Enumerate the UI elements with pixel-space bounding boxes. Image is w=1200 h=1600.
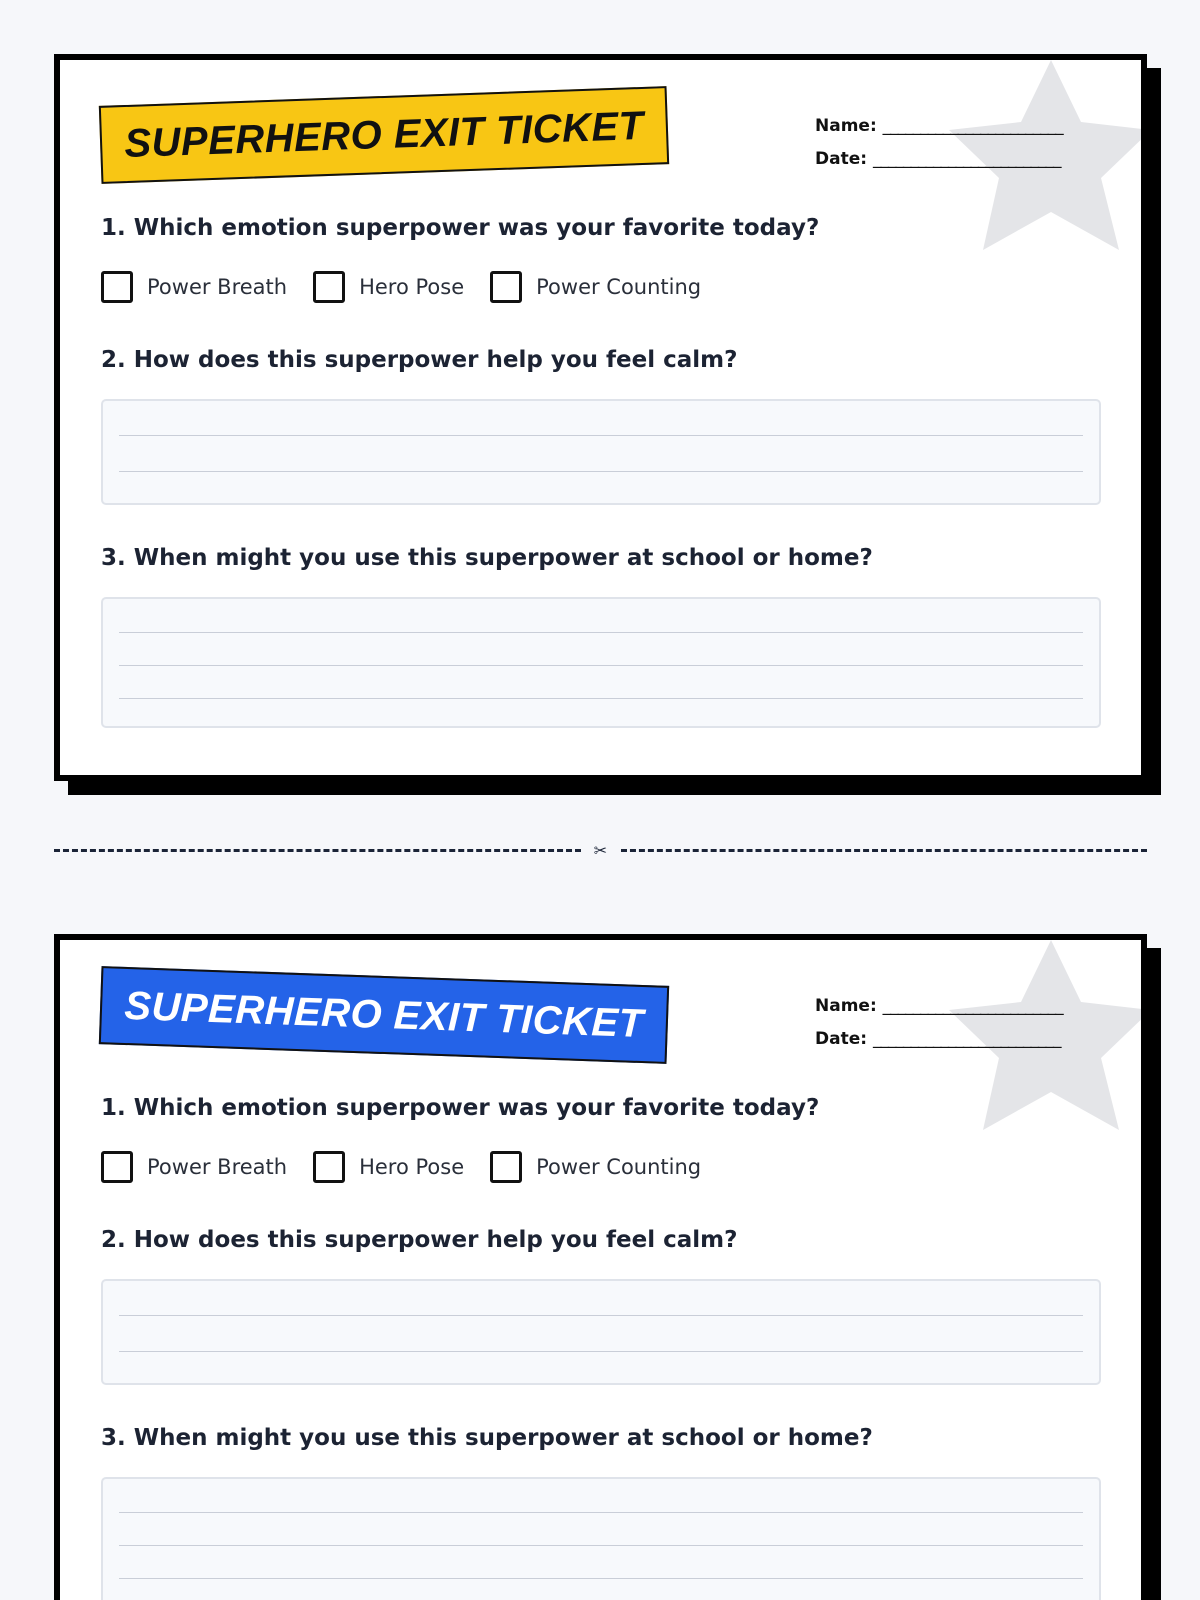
option-hero-pose[interactable] <box>313 271 464 303</box>
name-line: ________________________ <box>882 996 1063 1016</box>
writing-line <box>119 698 1083 699</box>
name-label: Name: <box>815 116 877 136</box>
title-banner <box>99 966 669 1064</box>
question-1: 1. Which emotion superpower was your favorite today? <box>101 1095 820 1121</box>
writing-line <box>119 1512 1083 1513</box>
ticket-title: SUPERHERO EXIT TICKET <box>123 983 645 1046</box>
option-hero-pose[interactable] <box>313 1151 464 1183</box>
name-line: ________________________ <box>882 116 1063 136</box>
question-1: 1. Which emotion superpower was your favorite today? <box>101 215 820 241</box>
option-power-counting[interactable] <box>490 1151 701 1183</box>
cut-line <box>54 840 1147 860</box>
scissors-icon: ✂ <box>593 840 608 860</box>
answer-box-2[interactable] <box>101 399 1101 505</box>
option-label: Hero Pose <box>359 275 465 299</box>
title-banner <box>99 86 669 184</box>
option-label: Power Breath <box>147 275 288 299</box>
writing-line <box>119 435 1083 436</box>
option-label: Power Counting <box>536 1155 702 1179</box>
writing-line <box>119 1351 1083 1352</box>
ticket-title: SUPERHERO EXIT TICKET <box>123 103 645 166</box>
option-power-counting[interactable] <box>490 271 701 303</box>
name-field[interactable] <box>815 110 1063 143</box>
date-line: _________________________ <box>872 1029 1061 1049</box>
option-power-breath[interactable] <box>101 271 287 303</box>
writing-line <box>119 1545 1083 1546</box>
options-list <box>101 271 727 303</box>
option-label: Hero Pose <box>359 1155 465 1179</box>
date-field[interactable] <box>815 1023 1063 1056</box>
checkbox[interactable] <box>313 1151 345 1183</box>
writing-line <box>119 1578 1083 1579</box>
options-list <box>101 1151 727 1183</box>
checkbox[interactable] <box>101 1151 133 1183</box>
question-3: 3. When might you use this superpower at school or home? <box>101 545 873 571</box>
checkbox[interactable] <box>490 1151 522 1183</box>
name-label: Name: <box>815 996 877 1016</box>
option-power-breath[interactable] <box>101 1151 287 1183</box>
exit-ticket-2 <box>54 934 1147 1600</box>
name-field[interactable] <box>815 990 1063 1023</box>
answer-box-2[interactable] <box>101 1279 1101 1385</box>
answer-box-3[interactable] <box>101 1477 1101 1600</box>
student-fields <box>815 110 1063 176</box>
option-label: Power Counting <box>536 275 702 299</box>
checkbox[interactable] <box>101 271 133 303</box>
writing-line <box>119 1315 1083 1316</box>
question-2: 2. How does this superpower help you feel calm? <box>101 347 738 373</box>
date-line: _________________________ <box>872 149 1061 169</box>
writing-line <box>119 665 1083 666</box>
dashed-line <box>621 849 1148 852</box>
checkbox[interactable] <box>490 271 522 303</box>
question-2: 2. How does this superpower help you feel calm? <box>101 1227 738 1253</box>
answer-box-3[interactable] <box>101 597 1101 728</box>
question-3: 3. When might you use this superpower at school or home? <box>101 1425 873 1451</box>
date-label: Date: <box>815 149 868 169</box>
date-label: Date: <box>815 1029 868 1049</box>
date-field[interactable] <box>815 143 1063 176</box>
exit-ticket-1 <box>54 54 1147 781</box>
option-label: Power Breath <box>147 1155 288 1179</box>
writing-line <box>119 471 1083 472</box>
student-fields <box>815 990 1063 1056</box>
checkbox[interactable] <box>313 271 345 303</box>
dashed-line <box>54 849 581 852</box>
writing-line <box>119 632 1083 633</box>
